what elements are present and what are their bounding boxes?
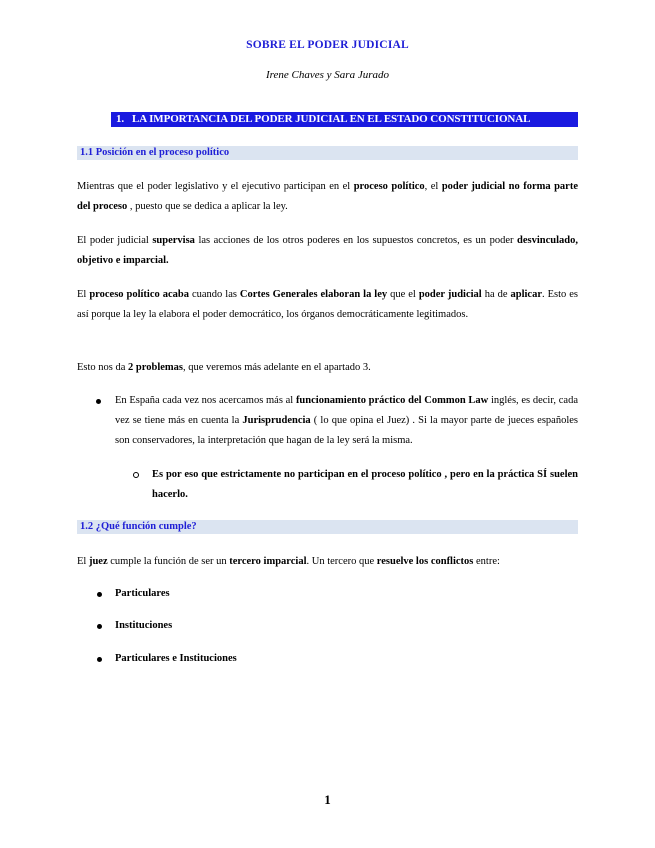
bold-run: desvinculado, objetivo e imparcial. [77,235,578,266]
bold-run: proceso político [353,181,425,192]
section-number: 1. [116,113,125,125]
paragraph-5 [77,552,578,572]
text-run: entre: [473,556,500,567]
list-item-label: Particulares [115,588,170,599]
list-item-label: Instituciones [115,620,173,631]
bold-run: poder judicial no forma parte del proceso [77,181,579,212]
bullet-dot-icon [96,399,101,404]
bold-run: funcionamiento práctico del Common Law [295,395,489,406]
list-item-label: Particulares e Instituciones [115,653,237,664]
document-authors: Irene Chaves y Sara Jurado [265,69,389,81]
text-run: El [77,556,89,567]
paragraph-1 [77,177,578,217]
list-item [77,584,578,604]
text-run: cuando las [189,289,240,300]
bold-run: juez [88,556,108,567]
bold-run: proceso político acaba [89,289,189,300]
text-run: . Un tercero que [306,556,377,567]
paragraph-4 [77,358,578,378]
bullet-item [77,391,578,451]
bullet-dot-icon [97,592,102,597]
sub-bullet-item [133,465,578,505]
bold-run: poder judicial [418,289,482,300]
section-heading-1 [111,112,578,127]
text-run: ha de [481,289,511,300]
text-run: inglés, es decir, cada vez se tiene más en cuenta la [115,395,578,426]
paragraph-3 [77,285,578,325]
bold-run: resuelve los conflictos [376,556,474,567]
subsection-title: 1.1 Posición en el proceso político [80,147,230,158]
bold-run: tercero imparcial [229,556,307,567]
list-item [77,649,578,669]
bullet-dot-icon [97,624,102,629]
text-run: . Esto es así porque la ley la elabora el poder democrático, los órganos democráticamente legitimados. [77,289,578,320]
paragraph-2 [77,231,578,271]
bullet-dot-icon [97,657,102,662]
text-run: En España cada vez nos acercamos más al [115,395,296,406]
list-item [77,616,578,636]
section-title: LA IMPORTANCIA DEL PODER JUDICIAL EN EL ESTADO CONSTITUCIONAL [132,113,531,125]
text-run: ( lo que opina el Juez) . Si la mayor parte de jueces españoles son conservadores, la interpretación que hagan de la ley será la misma. [115,415,578,446]
document-title: SOBRE EL PODER JUDICIAL [246,39,409,51]
bold-run: 2 problemas [128,362,183,373]
bold-run: aplicar [510,289,542,300]
text-run: , puesto que se dedica a aplicar la ley. [127,201,288,212]
bold-run: Cortes Generales elaboran la ley [239,289,388,300]
text-run: que el [387,289,419,300]
text-run: cumple la función de ser un [107,556,230,567]
subsection-title: 1.2 ¿Qué función cumple? [80,521,197,532]
subsection-heading-1-1 [77,146,578,160]
text-run: El poder judicial [77,235,153,246]
subsection-heading-1-2 [77,520,578,534]
bullet-text [115,391,578,451]
bold-run: supervisa [152,235,195,246]
hollow-bullet-icon [133,472,139,478]
text-run: las acciones de los otros poderes en los supuestos concretos, es un poder [194,235,518,246]
page-number: 1 [324,792,331,807]
bold-run: Jurisprudencia [242,415,311,426]
text-run: , que veremos más adelante en el apartado 3. [182,362,371,373]
text-run: Mientras que el poder legislativo y el ejecutivo participan en el [77,181,354,192]
text-run: Esto nos da [77,362,129,373]
sub-bullet-text: Es por eso que estrictamente no participan en el proceso político , pero en la práctica SÍ suelen hacerlo. [152,469,578,500]
text-run: , el [424,181,442,192]
text-run: El [77,289,90,300]
